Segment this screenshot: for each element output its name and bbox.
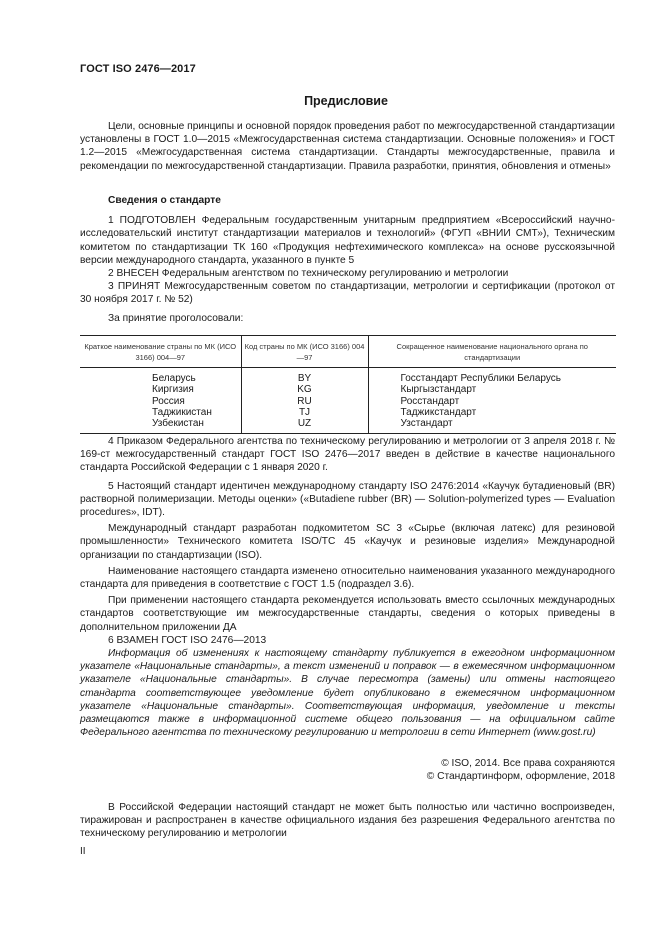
item-2-paragraph: 2 ВНЕСЕН Федеральным агентством по техническому регулированию и метрологии xyxy=(108,268,509,280)
references-paragraph: При применении настоящего стандарта рекомендуется использовать вместо ссылочных международных стандартов соответствующие им межгосударственные стандарты, сведения о которых приведены в дополнительном приложении ДА xyxy=(80,595,615,633)
copyright-standartinform: © Стандартинформ, оформление, 2018 xyxy=(426,771,615,783)
intro-block xyxy=(80,120,615,173)
reproduction-notice: В Российской Федерации настоящий стандарт не может быть полностью или частично воспроизведен, тиражирован и распространен в качестве официального издания без разрешения Федерального агентства по техническому регулированию и метрологии xyxy=(80,802,615,840)
standard-info-block xyxy=(80,194,615,325)
column-header-country: Краткое наименование страны по МК (ИСО 3166) 004—97 xyxy=(80,336,241,368)
code-cell: TJ xyxy=(241,407,368,418)
table-row xyxy=(80,396,616,407)
title-change-paragraph: Наименование настоящего стандарта изменено относительно наименования указанного международного стандарта для приведения в соответствие с ГОСТ 1.5 (подраздел 3.6). xyxy=(80,565,615,591)
column-header-organ: Сокращенное наименование национального органа по стандартизации xyxy=(368,336,616,368)
organ-cell: Росстандарт xyxy=(368,396,616,407)
voters-caption: За принятие проголосовали: xyxy=(108,312,244,324)
page-number: II xyxy=(80,846,86,857)
change-info-note: Информация об изменениях к настоящему стандарту публикуется в ежегодном информационном указателе «Национальные стандарты», а текст изменений и поправок — в ежемесячном информационном указателе «Национальные стандарты». В случае пересмотра (замены) или отмены настоящего стандарта соответствующее уведомление будет опубликовано в ежемесячном информационном указателе «Национальные стандарты». Соответствующая информация, уведомление и тексты размещаются также в информационной системе общего пользования — на официальном сайте Федерального агентства по техническому регулированию и метрологии в сети Интернет (www.gost.ru) xyxy=(80,648,615,739)
table-row xyxy=(80,384,616,395)
column-header-code: Код страны по МК (ИСО 3166) 004—97 xyxy=(241,336,368,368)
intro-paragraph: Цели, основные принципы и основной порядок проведения работ по межгосударственной стандартизации установлены в ГОСТ 1.0—2015 «Межгосударственная система стандартизации. Основные положения» и ГОСТ 1.2—2015 «Межгосударственная система стандартизации. Стандарты межгосударственные, правила и рекомендации по межгосударственной стандартизации. Правила разработки, принятия, обновления и отмены» xyxy=(80,121,615,172)
developer-paragraph: Международный стандарт разработан подкомитетом SC 3 «Сырье (включая латекс) для резиновой промышленности» Технического комитета ISO/TC 45 «Каучук и резиновые изделия» Международной организации по стандартизации (ISO). xyxy=(80,523,615,561)
organ-cell: Госстандарт Республики Беларусь xyxy=(368,368,616,385)
table-header-row xyxy=(80,336,616,368)
country-cell: Узбекистан xyxy=(80,418,241,434)
item-3-paragraph: 3 ПРИНЯТ Межгосударственным советом по стандартизации, метрологии и сертификации (протокол от 30 ноября 2017 г. № 52) xyxy=(80,281,615,306)
country-cell: Таджикистан xyxy=(152,406,212,418)
standard-info-continued xyxy=(80,435,615,647)
code-cell: RU xyxy=(241,396,368,407)
copyright-block xyxy=(427,757,615,783)
organ-cell: Таджикстандарт xyxy=(368,407,616,418)
table-row xyxy=(80,368,616,385)
code-cell: KG xyxy=(241,384,368,395)
item-4-paragraph: 4 Приказом Федерального агентства по техническому регулированию и метрологии от 3 апреля 2018 г. № 169-ст межгосударственный стандарт ГОСТ ISO 2476—2017 введен в действие в качестве национального стандарта Российской Федерации с 1 января 2020 г. xyxy=(80,436,615,474)
organ-cell: Кыргызстандарт xyxy=(368,384,616,395)
table-row xyxy=(80,418,616,434)
country-cell: Киргизия xyxy=(152,384,194,396)
table-row xyxy=(80,407,616,418)
document-code-header: ГОСТ ISO 2476—2017 xyxy=(80,63,196,75)
page-title: Предисловие xyxy=(304,94,388,108)
section-subtitle: Сведения о стандарте xyxy=(108,195,221,206)
organ-cell: Узстандарт xyxy=(368,418,616,434)
item-5-paragraph: 5 Настоящий стандарт идентичен международному стандарту ISO 2476:2014 «Каучук бутадиеновый (BR) растворной полимеризации. Методы оценки» («Butadiene rubber (BR) — Solution-polymerized types — Evaluation procedures», IDT). xyxy=(80,480,615,519)
country-cell: Россия xyxy=(152,395,185,407)
item-6-paragraph: 6 ВЗАМЕН ГОСТ ISO 2476—2013 xyxy=(108,634,267,646)
code-cell: BY xyxy=(241,368,368,385)
copyright-iso: © ISO, 2014. Все права сохраняются xyxy=(441,758,615,769)
voting-countries-table xyxy=(80,335,616,434)
item-1-paragraph: 1 ПОДГОТОВЛЕН Федеральным государственным унитарным предприятием «Всероссийский научно-исследовательский институт стандартизации материалов и технологий» (ФГУП «ВНИИ СМТ»), Техническим комитетом по стандартизации ТК 160 «Продукция нефтехимического комплекса» на основе русскоязычной версии международного стандарта, указанного в пункте 5 xyxy=(80,215,615,266)
code-cell: UZ xyxy=(241,418,368,434)
country-cell: Беларусь xyxy=(152,373,196,384)
